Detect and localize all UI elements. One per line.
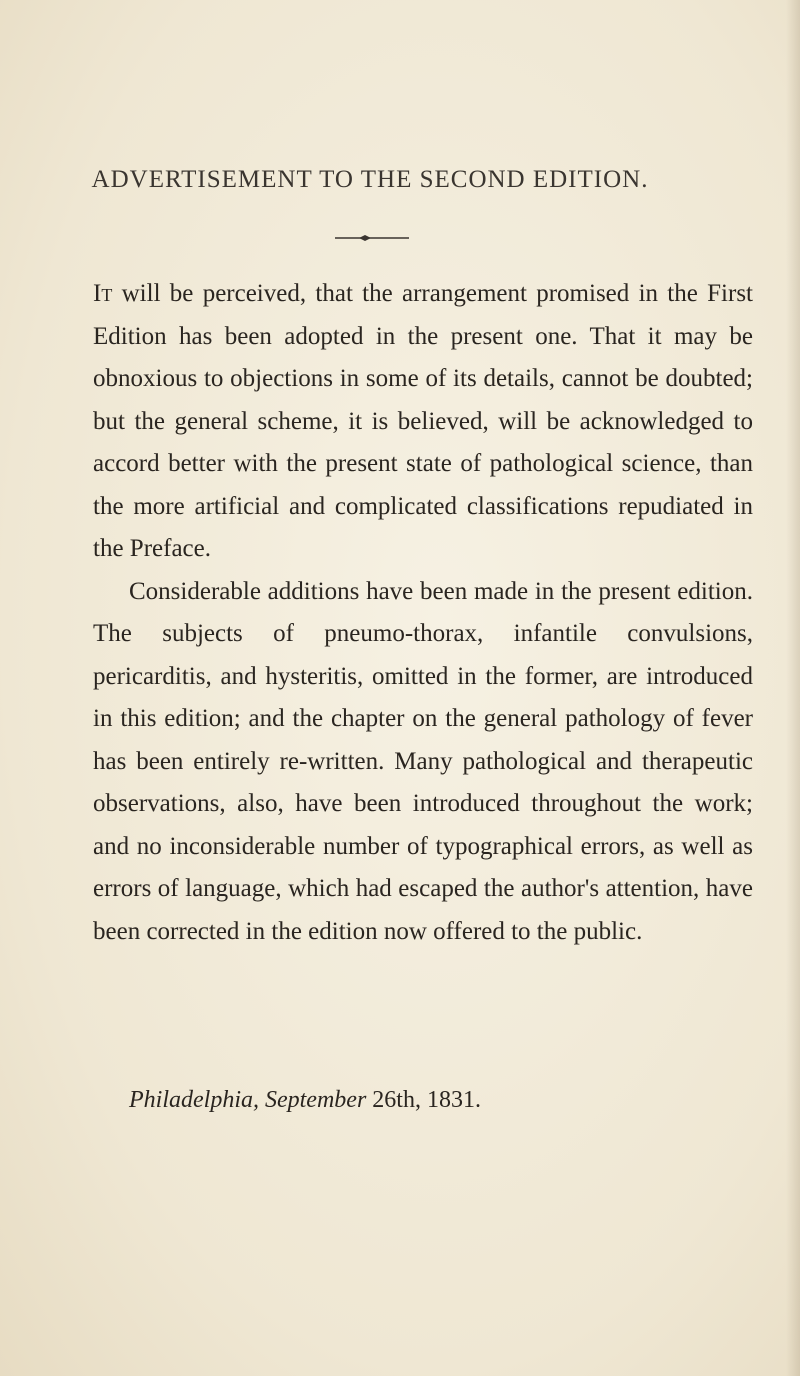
ornamental-rule <box>335 233 409 243</box>
signature-year: 1831. <box>426 1087 481 1113</box>
paragraph-1 <box>93 273 753 571</box>
paragraph-2 <box>93 571 753 954</box>
body-text <box>93 273 753 953</box>
signature-month: September <box>264 1087 367 1113</box>
signature-day: 26th, <box>372 1087 421 1113</box>
paragraph-lead: It <box>93 280 113 307</box>
page-edge-shadow <box>786 0 800 1376</box>
paragraph-text: Considerable additions have been made in the present edition. The subjects of pneumo-thorax, infantile convulsions, pericarditis, and hysteritis, omitted in the former, are introduced in this edition; and the chapter on the general pathology of fever has been entirely re-written. Many pathological and therapeutic observations, also, have been introduced throughout the work; and no inconsiderable number of typographical errors, as well as errors of language, which had escaped the author's attention, have been corrected in the edition now offered to the public. <box>93 577 753 945</box>
signature-place: Philadelphia, <box>129 1087 259 1113</box>
signature-line <box>129 1087 481 1114</box>
page-title: ADVERTISEMENT TO THE SECOND EDITION. <box>91 166 649 193</box>
paragraph-text: will be perceived, that the arrangement promised in the First Edition has been adopted in the present one. That it may be obnoxious to objections in some of its details, cannot be doubted; but the general scheme, it is believed, will be acknowledged to accord better with the present state of pathological science, than the more artificial and complicated classifications repudiated in the Preface. <box>93 280 753 562</box>
